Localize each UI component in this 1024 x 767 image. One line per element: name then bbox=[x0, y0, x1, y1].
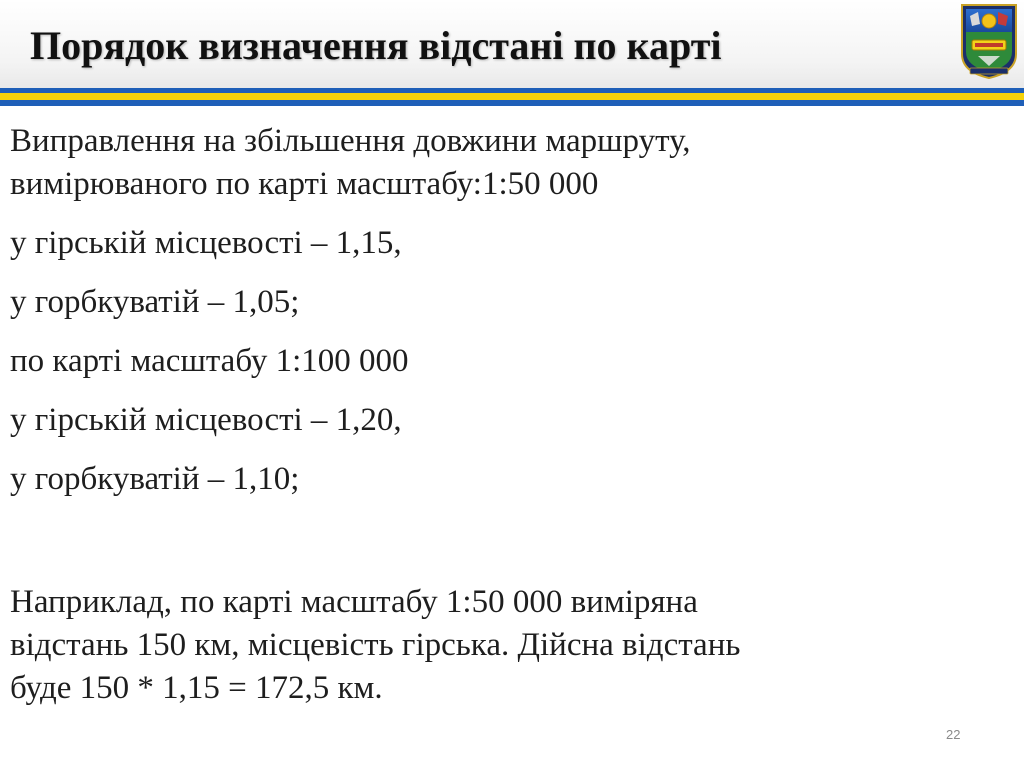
hilly-correction-50k: у горбкуватій – 1,05; bbox=[10, 284, 300, 320]
example-line-2: відстань 150 км, місцевість гірська. Дійсна відстань bbox=[10, 627, 741, 663]
mountain-correction-50k: у гірській місцевості – 1,15, bbox=[10, 225, 402, 261]
scale-100k-heading: по карті масштабу 1:100 000 bbox=[10, 343, 409, 379]
military-unit-emblem-icon bbox=[958, 2, 1020, 80]
header-stripe-yellow bbox=[0, 93, 1024, 100]
slide-body bbox=[10, 120, 1010, 710]
header-stripe-blue-bottom bbox=[0, 100, 1024, 106]
example-line-1: Наприклад, по карті масштабу 1:50 000 виміряна bbox=[10, 584, 698, 620]
slide-title: Порядок визначення відстані по карті bbox=[30, 23, 722, 68]
slide-header bbox=[0, 0, 1024, 88]
intro-line-1: Виправлення на збільшення довжини маршруту, bbox=[10, 123, 691, 159]
page-number: 22 bbox=[946, 727, 961, 742]
example-line-3: буде 150 * 1,15 = 172,5 км. bbox=[10, 670, 383, 706]
intro-line-2: вимірюваного по карті масштабу:1:50 000 bbox=[10, 166, 599, 202]
hilly-correction-100k: у горбкуватій – 1,10; bbox=[10, 461, 300, 497]
mountain-correction-100k: у гірській місцевості – 1,20, bbox=[10, 402, 402, 438]
